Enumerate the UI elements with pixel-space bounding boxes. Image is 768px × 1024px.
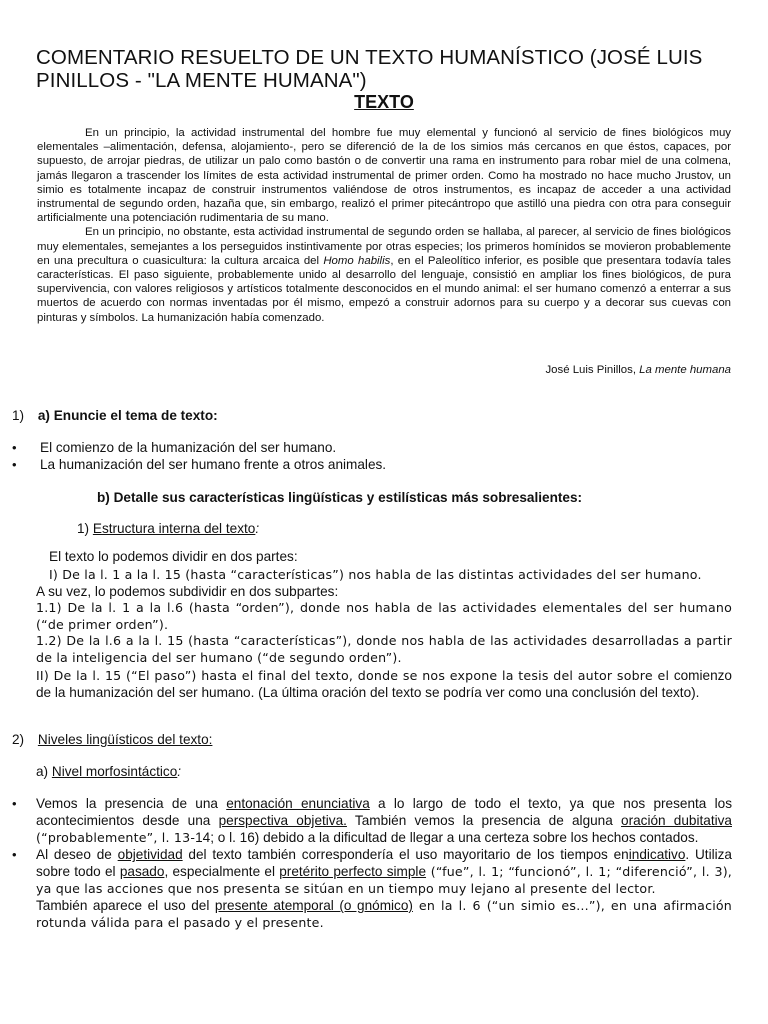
estructura-text: comienzo de la humanización del ser humano. (La última oración del texto se podría ver como una conclusión del texto). — [36, 668, 732, 700]
section-label: Estructura interna del texto — [92, 521, 256, 536]
subsection-letter: a) — [36, 764, 52, 779]
estructura-part-2 — [36, 667, 732, 701]
subquestion-heading: b) Detalle sus características lingüísticas y estilísticas más sobresalientes: — [97, 490, 583, 505]
question-heading: a) Enuncie el tema de texto: — [37, 408, 218, 423]
item-term: presente atemporal (o gnómico) — [214, 898, 413, 913]
theme-list — [12, 439, 732, 473]
passage-italic-term: Homo habilis — [323, 254, 391, 267]
item-text: . Utiliza sobre todo el — [36, 847, 732, 879]
section-niveles-heading — [12, 731, 212, 748]
subsection-morfosintactico-heading — [36, 763, 181, 780]
author-name: José Luis Pinillos, — [545, 364, 640, 376]
subsection-colon: : — [177, 764, 182, 779]
item-text: Al deseo de — [36, 847, 118, 862]
section-label: Niveles lingüísticos del texto: — [37, 732, 213, 747]
author-signature — [545, 364, 731, 376]
item-term: pasado — [119, 864, 165, 879]
section-number: 2) — [12, 732, 25, 747]
estructura-intro: El texto lo podemos dividir en dos partes: — [49, 549, 298, 564]
item-text: del texto también correspondería el uso mayoritario de los tiempos en — [182, 847, 629, 862]
morfosintactico-list — [12, 795, 732, 931]
item-text: Vemos la presencia de una — [36, 796, 227, 811]
item-term: indicativo — [628, 847, 686, 862]
estructura-part-1: I) De la l. 1 a la l. 15 (hasta “características”) nos habla de las distintas actividades del ser humano. — [49, 567, 702, 582]
list-item: • El comienzo de la humanización del ser humano. — [12, 439, 732, 456]
section-estructura-heading — [77, 520, 259, 537]
item-text: , especialmente el — [164, 864, 280, 879]
estructura-text: II) De la l. 15 (“El paso”) hasta el final del texto, donde se nos expone la tesis del autor sobre el — [36, 668, 674, 683]
estructura-subpart-1-1: 1.1) De la l. 1 a la l.6 (hasta “orden”), donde nos habla de las actividades elementales del ser humano (“de primer orden”). — [36, 600, 732, 632]
passage-paragraph-1: En un principio, la actividad instrumental del hombre fue muy elemental y funcionó al servicio de fines biológicos muy elementales –alimentación, defensa, alojamiento-, pero se diferenció de la de los simios más cercanos en que éstos, capaces, por supuesto, de arrojar piedras, de utilizar un palo como bastón o de convertir una rama en instrumento para robar miel de una colmena, jamás llegaron a trascender los límites de esta actividad instrumental de primer orden. Como ha mostrado no hace mucho Jrustov, un simio es totalmente incapaz de construir instrumentos valiéndose de otros instrumentos, es incapaz de acceder a una actividad instrumental de segundo orden, hazaña que, sin embargo, realizó el primer pitecántropo que astilló una piedra con otra para conseguir artificialmente una potenciación rudimentaria de su mano. — [37, 127, 731, 225]
item-term: oración dubitativa — [621, 813, 732, 828]
item-term: objetividad — [117, 847, 183, 862]
item-text: en la l. 6 (“un simio es…”), en una afirmación rotunda válida para el pasado y el presente. — [36, 898, 732, 930]
source-passage — [37, 126, 731, 325]
item-term: pretérito perfecto simple — [279, 864, 427, 879]
item-term: entonación enunciativa — [226, 796, 370, 811]
passage-paragraph-2 — [37, 225, 731, 324]
item-term: perspectiva objetiva. — [218, 813, 347, 828]
passage-text: , en el Paleolítico inferior, es posible que presentara todavía tales características. El paso siguiente, probablemente unido al desarrollo del lenguaje, consistió en ampliar los fines biológicos, de pura supervivencia, con valores religiosos y artísticos totalmente desconocidos en el mundo animal: el ser humano comenzó a enterrar a sus muertos de acuerdo con normas inventadas por él mismo, empezó a construir adornos para su cuerpo y a decorar sus cuevas con pinturas y símbolos. La humanización había comenzado. — [37, 254, 731, 324]
list-item — [12, 795, 732, 846]
list-item: • La humanización del ser humano frente a otros animales. — [12, 456, 732, 473]
item-text: (“fue”, l. 1; “funcionó”, l. 1; “diferenció”, l. 3), ya que las acciones que nos presenta se sitúan en un tiempo muy lejano al presente del lector. — [36, 864, 733, 896]
texto-heading: TEXTO — [354, 92, 414, 112]
estructura-subpart-1-2: 1.2) De la l.6 a la l. 15 (hasta “características”), donde nos habla de las actividades desarrolladas a partir de la inteligencia del ser humano (“de segundo orden”). — [36, 633, 732, 665]
item-text: También vemos la presencia de alguna — [346, 813, 622, 828]
estructura-subdivision: A su vez, lo podemos subdividir en dos subpartes: — [36, 584, 339, 599]
section-number: 1) — [77, 521, 90, 536]
item-text: 14; o l. 16) debido a la dificultad de llegar a una certeza sobre los hechos contados. — [195, 830, 699, 845]
item-text: (“probablemente”, l. 13- — [36, 830, 196, 845]
list-item — [12, 846, 732, 931]
section-colon: : — [255, 521, 260, 536]
subsection-label: Nivel morfosintáctico — [51, 764, 178, 779]
item-text: También aparece el uso del — [36, 898, 215, 913]
question-number: 1) — [12, 408, 25, 423]
document-title: COMENTARIO RESUELTO DE UN TEXTO HUMANÍSTICO (JOSÉ LUIS PINILLOS - "LA MENTE HUMANA") — [36, 46, 703, 92]
item-text: a lo largo de todo el texto, ya que nos presenta los acontecimientos desde una — [36, 796, 732, 828]
book-title: La mente humana — [639, 364, 731, 376]
passage-text: En un principio, no obstante, esta actividad instrumental de segundo orden se hallaba, al parecer, al servicio de fines biológicos muy elementales, semejantes a los perseguidos instintivamente por otras especies; los primeros homínidos se movieron probablemente en una precultura o cuasicultura: la cultura arcaica del — [37, 226, 731, 267]
question-1 — [12, 407, 218, 424]
